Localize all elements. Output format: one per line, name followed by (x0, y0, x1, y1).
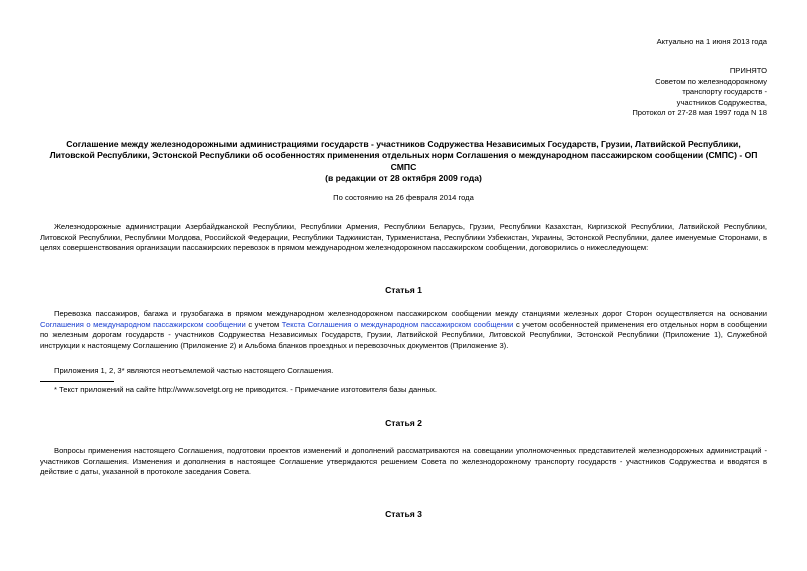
article-1-appendices-note: Приложения 1, 2, 3* являются неотъемлемой частью настоящего Соглашения. (54, 366, 334, 375)
preamble-paragraph: Железнодорожные администрации Азербайджанской Республики, Республики Армения, Республики Беларусь, Грузии, Республики Казахстан, Киргизской Республики, Латвийской Республики, Литовской Республики, Республики Молдова, Российской Федерации, Республики Таджикистан, Туркменистана, Республики Узбекистан, Украины, Эстонской Республики, далее именуемые Сторонами, в целях совершенствования организации пассажирских перевозок в прямом международном железнодорожном пассажирском сообщении, договорились о нижеследующем: (40, 222, 767, 253)
footnote-divider (40, 381, 114, 382)
approval-line: ПРИНЯТО (729, 66, 767, 75)
approval-line: участников Содружества, (676, 97, 767, 107)
approval-block (467, 66, 767, 119)
article-1-paragraph (40, 309, 767, 351)
actuality-date: Актуально на 1 июня 2013 года (656, 37, 767, 46)
approval-line: Советом по железнодорожному (655, 76, 767, 86)
title-line: Литовской Республики, Эстонской Республики об особенностях применения отдельных норм Соглашения о международном пассажирском сообщении (СМПС) - ОП (49, 150, 758, 161)
title-line: (в редакции от 28 октября 2009 года) (325, 173, 482, 184)
text-fragment: с учетом (245, 319, 282, 329)
article-3-heading: Статья 3 (385, 509, 422, 519)
title-line: СМПС (390, 161, 417, 172)
article-2-heading: Статья 2 (385, 418, 422, 428)
footnote: * Текст приложений на сайте http://www.sovetgt.org не приводится. - Примечание изготовителя базы данных. (54, 385, 438, 394)
status-date: По состоянию на 26 февраля 2014 года (333, 193, 474, 202)
approval-line: Протокол от 27-28 мая 1997 года N 18 (632, 108, 767, 118)
link-agreement-text[interactable]: Текста Соглашения о международном пассажирском сообщении (281, 319, 514, 329)
link-passenger-agreement[interactable]: Соглашения о международном пассажирском сообщении (40, 319, 246, 329)
title-line: Соглашение между железнодорожными администрациями государств - участников Содружества Независимых Государств, Грузии, Латвийской Республики, (66, 139, 741, 149)
document-title (30, 139, 777, 185)
approval-line: транспорту государств - (682, 87, 767, 97)
text-fragment: с учетом особенностей применения его отдельных норм в сообщении по железным дорогам государств - участников Содружества Независимых Государств, Грузии, Латвийской Республики, Литовской Республики, Эстонской Республики (Приложение 1), Служебной инструкции к настоящему Соглашению (Приложение 2) и Альбома бланков проездных и перевозочных документов (Приложение 3). (40, 319, 767, 350)
text-fragment: Перевозка пассажиров, багажа и грузобагажа в прямом международном железнодорожном пассажирском сообщении между станциями железных дорог Сторон осуществляется на основании (54, 309, 767, 318)
article-1-heading: Статья 1 (385, 285, 422, 295)
article-2-paragraph: Вопросы применения настоящего Соглашения, подготовки проектов изменений и дополнений рассматриваются на совещании уполномоченных представителей железнодорожных администраций - участников Соглашения. Изменения и дополнения в настоящее Соглашение утверждаются решением Совета по железнодорожному транспорту государств - участников Содружества и вводятся в действие с даты, указанной в протоколе заседания Совета. (40, 446, 767, 477)
